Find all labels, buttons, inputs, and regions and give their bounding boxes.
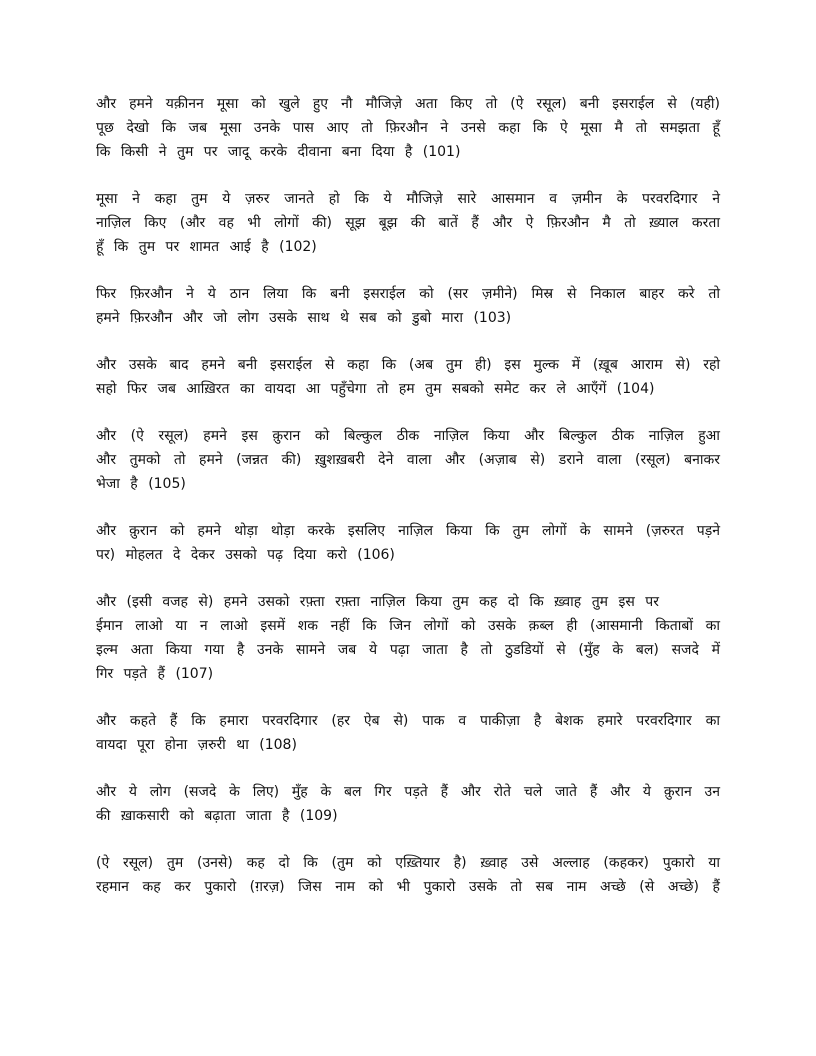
text-line: हूँ कि तुम पर शामत आई है (102) — [96, 239, 317, 255]
text-line: मूसा ने कहा तुम ये ज़रुर जानते हो कि ये मौजिज़े सारे आसमान व ज़मीन के परवरदिगार ने — [96, 191, 720, 207]
text-line: पूछ देखो कि जब मूसा उनके पास आए तो फ़िरऔन ने उनसे कहा कि ऐ मूसा मै तो समझता हूँ — [96, 120, 720, 136]
paragraph-109 — [96, 780, 720, 828]
paragraph-108 — [96, 709, 720, 757]
text-line: और कहते हैं कि हमारा परवरदिगार (हर ऐब से) पाक व पाकीज़ा है बेशक हमारे परवरदिगार का — [96, 713, 720, 729]
text-line: और तुमको तो हमने (जन्नत की) ख़ुशख़बरी देने वाला और (अज़ाब से) डराने वाला (रसूल) बनाकर — [96, 452, 720, 468]
paragraph-101 — [96, 92, 720, 164]
text-line: और (ऐ रसूल) हमने इस क़ुरान को बिल्कुल ठीक नाज़िल किया और बिल्कुल ठीक नाज़िल हुआ — [96, 428, 720, 444]
text-line: और (इसी वजह से) हमने उसको रफ़्ता रफ़्ता नाज़िल किया तुम कह दो कि ख़्वाह तुम इस पर — [96, 594, 659, 610]
paragraph-110 — [96, 851, 720, 899]
paragraph-104 — [96, 353, 720, 401]
text-line: और क़ुरान को हमने थोड़ा थोड़ा करके इसलिए नाज़िल किया कि तुम लोगों के सामने (ज़रुरत पड़ने — [96, 523, 720, 539]
text-line: हमने फ़िरऔन और जो लोग उसके साथ थे सब को डुबो मारा (103) — [96, 310, 512, 326]
text-line: गिर पड़ते हैं (107) — [96, 666, 214, 682]
text-line: और उसके बाद हमने बनी इसराईल से कहा कि (अब तुम ही) इस मुल्क में (ख़ूब आराम से) रहो — [96, 357, 720, 373]
text-line: भेजा है (105) — [96, 476, 186, 492]
text-line: इल्म अता किया गया है उनके सामने जब ये पढ़ा जाता है तो ठुडडियों से (मुँह के बल) सजदे में — [96, 642, 720, 658]
paragraph-106 — [96, 519, 720, 567]
text-line: ईमान लाओ या न लाओ इसमें शक नहीं कि जिन लोगों को उसके क़ब्ल ही (आसमानी किताबों का — [96, 618, 720, 634]
text-line: सहो फिर जब आख़िरत का वायदा आ पहुँचेगा तो हम तुम सबको समेट कर ले आएँगें (104) — [96, 381, 655, 397]
paragraph-107 — [96, 590, 720, 686]
paragraph-103 — [96, 282, 720, 330]
text-line: रहमान कह कर पुकारो (ग़रज़) जिस नाम को भी पुकारो उसके तो सब नाम अच्छे (से अच्छे) हैं — [96, 879, 720, 895]
text-line: और ये लोग (सजदे के लिए) मुँह के बल गिर पड़ते हैं और रोते चले जाते हैं और ये क़ुरान उन — [96, 784, 720, 800]
text-line: (ऐ रसूल) तुम (उनसे) कह दो कि (तुम को एख़्तियार है) ख़्वाह उसे अल्लाह (कहकर) पुकारो या — [96, 855, 720, 871]
paragraph-102 — [96, 187, 720, 259]
text-line: नाज़िल किए (और वह भी लोगों की) सूझ बूझ की बातें हैं और ऐ फ़िरऔन मै तो ख़्याल करता — [96, 215, 720, 231]
text-line: और हमने यक़ीनन मूसा को खुले हुए नौ मौजिज़े अता किए तो (ऐ रसूल) बनी इसराईल से (यही) — [96, 96, 720, 112]
paragraph-105 — [96, 424, 720, 496]
text-line: कि किसी ने तुम पर जादू करके दीवाना बना दिया है (101) — [96, 144, 461, 160]
document-body — [96, 92, 720, 922]
text-line: फिर फ़िरऔन ने ये ठान लिया कि बनी इसराईल को (सर ज़मीने) मिस्र से निकाल बाहर करे तो — [96, 286, 720, 302]
text-line: पर) मोहलत दे देकर उसको पढ़ दिया करो (106) — [96, 547, 395, 563]
text-line: की ख़ाकसारी को बढ़ाता जाता है (109) — [96, 808, 338, 824]
text-line: वायदा पूरा होना ज़रुरी था (108) — [96, 737, 297, 753]
